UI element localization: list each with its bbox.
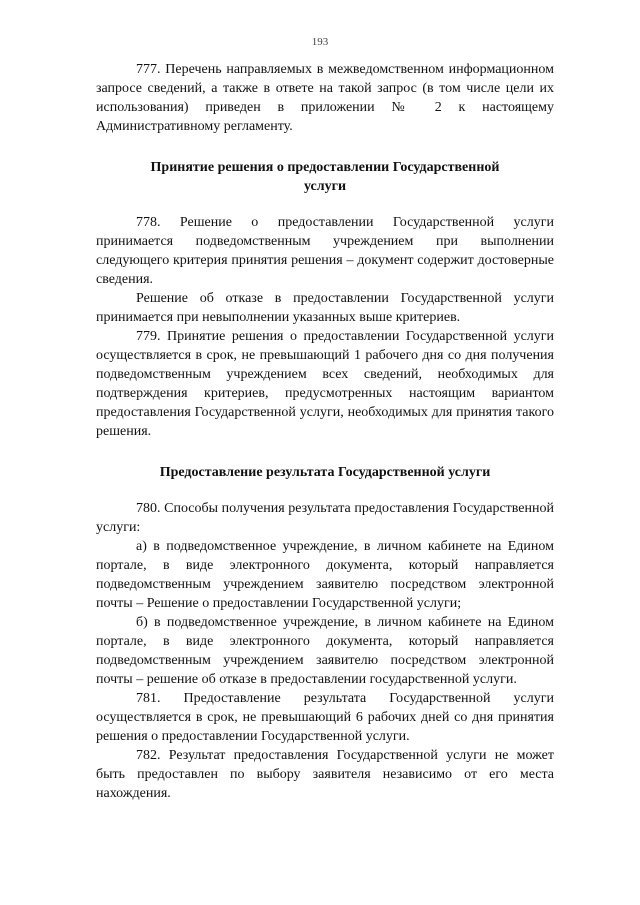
paragraph-782: 782. Результат предоставления Государственной услуги не может быть предоставлен по выбору заявителя независимо от его места нахождения.: [96, 748, 554, 801]
section-heading-decision: Принятие решения о предоставлении Государственной услуги: [150, 160, 500, 194]
section-heading-result: Предоставление результата Государственной услуги: [159, 465, 491, 480]
paragraph-781: 781. Предоставление результата Государственной услуги осуществляется в срок, не превышающий 6 рабочих дней со дня принятия решения о предоставлении Государственной услуги.: [96, 691, 554, 744]
paragraph-780: 780. Способы получения результата предоставления Государственной услуги:: [96, 501, 554, 535]
page-number: 193: [311, 36, 329, 48]
paragraph-777: 777. Перечень направляемых в межведомственном информационном запросе сведений, а также в ответе на такой запрос (в том числе цели их использования) приведен в приложении № 2 к настоящему Административному регламенту.: [96, 62, 554, 134]
paragraph-779: 779. Принятие решения о предоставлении Государственной услуги осуществляется в срок, не превышающий 1 рабочего дня со дня получения подведомственным учреждением всех сведений, необходимых для подтверждения критериев, предусмотренных настоящим вариантом предоставления Государственной услуги, необходимых для принятия такого решения.: [96, 329, 554, 439]
paragraph-778-refusal: Решение об отказе в предоставлении Государственной услуги принимается при невыполнении указанных выше критериев.: [96, 291, 554, 325]
paragraph-778: 778. Решение о предоставлении Государственной услуги принимается подведомственным учреждением при выполнении следующего критерия принятия решения – документ содержит достоверные сведения.: [96, 215, 554, 287]
paragraph-780-a: а) в подведомственное учреждение, в личном кабинете на Едином портале, в виде электронного документа, который направляется подведомственным учреждением заявителю посредством электронной почты – Решение о предоставлении Государственной услуги;: [96, 539, 554, 611]
document-body: [96, 60, 554, 803]
paragraph-780-b: б) в подведомственное учреждение, в личном кабинете на Едином портале, в виде электронного документа, который направляется подведомственным учреждением заявителю посредством электронной почты – решение об отказе в предоставлении государственной услуги.: [96, 615, 554, 687]
